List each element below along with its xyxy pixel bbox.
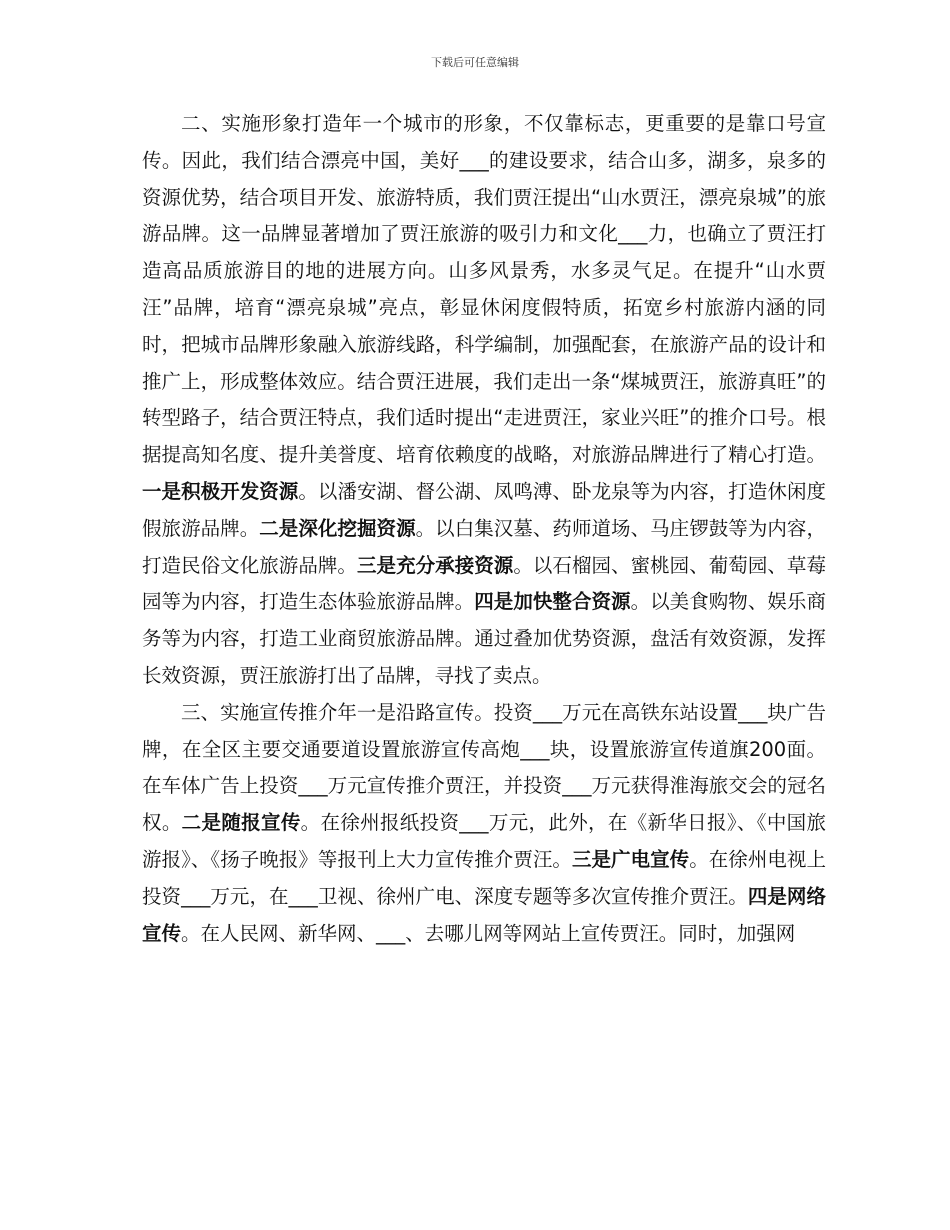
paragraph-text: 二、实施形象打造年一个城市的形象，不仅靠标志，更重要的是靠口号宣传。因此，我们结合漂亮中国，美好___的建设要求，结合山多，湖多，泉多的资源优势，结合项目开发、旅游特质，我们贾汪提出“山水贾汪，漂亮泉城”的旅游品牌。这一品牌显著增加了贾汪旅游的吸引力和文化___力，也确立了贾汪打造高品质旅游目的地的进展方向。山多风景秀，水多灵气足。在提升“山水贾汪”品牌，培育“漂亮泉城”亮点，彰显休闲度假特质，拓宽乡村旅游内涵的同时，把城市品牌形象融入旅游线路，科学编制，加强配套，在旅游产品的设计和推广上，形成整体效应。结合贾汪进展，我们走出一条“煤城贾汪，旅游真旺”的转型路子，结合贾汪特点，我们适时提出“走进贾汪，家业兴旺”的推介口号。根据提高知名度、提升美誉度、培育依赖度的战略，对旅游品牌进行了精心打造。 <box>142 112 826 467</box>
bold-heading: 一是积极开发资源 <box>142 479 299 503</box>
bold-heading: 四是加快整合资源 <box>474 590 631 614</box>
bold-heading: 四是网络宣传 <box>142 884 826 945</box>
document-body <box>142 106 826 952</box>
bold-heading: 三是广电宣传 <box>571 847 690 871</box>
paragraph-text: 。在徐州报纸投资___万元，此外，在《新华日报》、《中国旅游报》、《扬子晚报》等报刊上大力宣传推介贾汪。 <box>142 811 826 871</box>
bold-heading: 二是随报宣传 <box>181 811 301 835</box>
paragraph-text: 。以潘安湖、督公湖、凤鸣溥、卧龙泉等为内容，打造休闲度假旅游品牌。 <box>142 479 826 540</box>
paragraph-text: 。在徐州电视上投资___万元，在___卫视、徐州广电、深度专题等多次宣传推介贾汪。 <box>142 847 826 908</box>
paragraph-image-building <box>142 106 826 695</box>
page-header: 下载后可任意编辑 <box>431 56 519 69</box>
paragraph-text: 。以石榴园、蜜桃园、葡萄园、草莓园等为内容，打造生态体验旅游品牌。 <box>142 553 826 614</box>
bold-heading: 二是深化挖掘资源 <box>259 516 416 540</box>
paragraph-text: 三、实施宣传推介年一是沿路宣传。投资___万元在高铁东站设置___块广告牌，在全区主要交通要道设置旅游宣传高炮___块，设置旅游宣传道旗200面。在车体广告上投资___万元宣传推介贾汪，并投资___万元获得淮海旅交会的冠名权。 <box>142 700 826 835</box>
paragraph-text: 。在人民网、新华网、___、去哪儿网等网站上宣传贾汪。同时，加强网 <box>181 921 796 945</box>
paragraph-promotion <box>142 695 826 953</box>
paragraph-text: 。以美食购物、娱乐商务等为内容，打造工业商贸旅游品牌。通过叠加优势资源，盘活有效资源，发挥长效资源，贾汪旅游打出了品牌，寻找了卖点。 <box>142 590 826 687</box>
paragraph-text: 。以白集汉墓、药师道场、马庄锣鼓等为内容，打造民俗文化旅游品牌。 <box>142 516 826 577</box>
bold-heading: 三是充分承接资源 <box>356 553 514 577</box>
